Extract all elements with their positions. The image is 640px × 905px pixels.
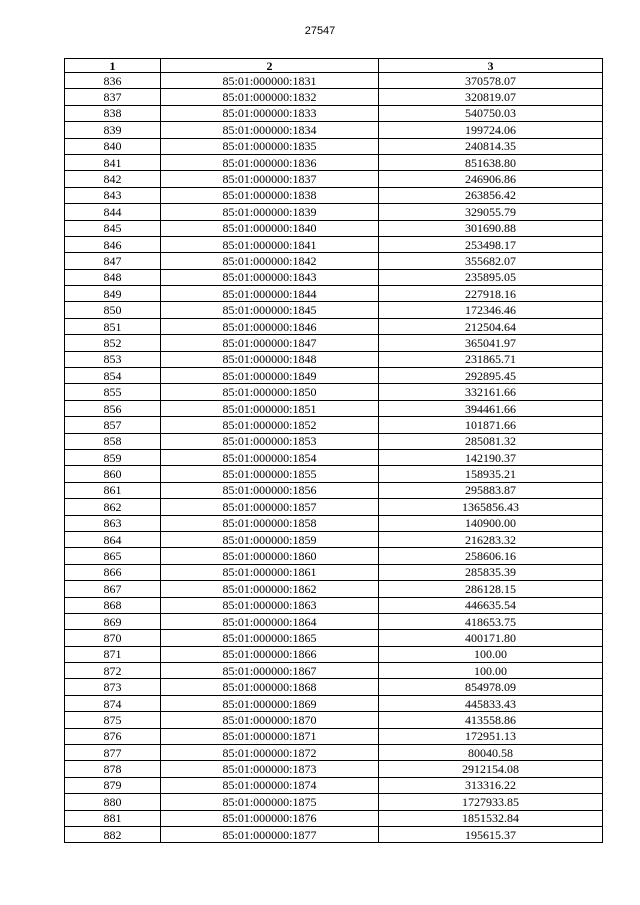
table-row (65, 89, 603, 105)
value-cell: 540750.03 (379, 105, 603, 121)
row-number-cell: 868 (65, 597, 161, 613)
table-row (65, 663, 603, 679)
cadastral-number-cell: 85:01:000000:1861 (161, 564, 379, 580)
column-header-2: 2 (161, 59, 379, 73)
table-row (65, 318, 603, 334)
table-row (65, 449, 603, 465)
value-cell: 258606.16 (379, 548, 603, 564)
table-row (65, 712, 603, 728)
cadastral-number-cell: 85:01:000000:1837 (161, 171, 379, 187)
row-number-cell: 848 (65, 269, 161, 285)
table-row (65, 138, 603, 154)
row-number-cell: 882 (65, 826, 161, 842)
cadastral-number-cell: 85:01:000000:1844 (161, 286, 379, 302)
row-number-cell: 870 (65, 630, 161, 646)
value-cell: 332161.66 (379, 384, 603, 400)
value-cell: 1365856.43 (379, 499, 603, 515)
row-number-cell: 851 (65, 318, 161, 334)
cadastral-number-cell: 85:01:000000:1833 (161, 105, 379, 121)
row-number-cell: 837 (65, 89, 161, 105)
table-row (65, 679, 603, 695)
value-cell: 140900.00 (379, 515, 603, 531)
value-cell: 246906.86 (379, 171, 603, 187)
cadastral-number-cell: 85:01:000000:1845 (161, 302, 379, 318)
cadastral-number-cell: 85:01:000000:1839 (161, 204, 379, 220)
row-number-cell: 857 (65, 417, 161, 433)
table-row (65, 269, 603, 285)
row-number-cell: 838 (65, 105, 161, 121)
row-number-cell: 873 (65, 679, 161, 695)
table-row (65, 646, 603, 662)
cadastral-number-cell: 85:01:000000:1842 (161, 253, 379, 269)
table-row (65, 286, 603, 302)
value-cell: 286128.15 (379, 581, 603, 597)
row-number-cell: 841 (65, 154, 161, 170)
cadastral-number-cell: 85:01:000000:1831 (161, 73, 379, 89)
value-cell: 1851532.84 (379, 810, 603, 826)
table-row (65, 351, 603, 367)
table-row (65, 400, 603, 416)
cadastral-number-cell: 85:01:000000:1841 (161, 236, 379, 252)
table-row (65, 531, 603, 547)
value-cell: 301690.88 (379, 220, 603, 236)
value-cell: 172951.13 (379, 728, 603, 744)
row-number-cell: 856 (65, 400, 161, 416)
page-number: 27547 (304, 25, 336, 37)
cadastral-number-cell: 85:01:000000:1862 (161, 581, 379, 597)
cadastral-number-cell: 85:01:000000:1836 (161, 154, 379, 170)
value-cell: 329055.79 (379, 204, 603, 220)
value-cell: 365041.97 (379, 335, 603, 351)
row-number-cell: 840 (65, 138, 161, 154)
row-number-cell: 863 (65, 515, 161, 531)
table-row (65, 384, 603, 400)
table-row (65, 466, 603, 482)
value-cell: 418653.75 (379, 613, 603, 629)
row-number-cell: 860 (65, 466, 161, 482)
table-row (65, 433, 603, 449)
value-cell: 285081.32 (379, 433, 603, 449)
cadastral-number-cell: 85:01:000000:1858 (161, 515, 379, 531)
cadastral-number-cell: 85:01:000000:1876 (161, 810, 379, 826)
cadastral-number-cell: 85:01:000000:1853 (161, 433, 379, 449)
value-cell: 285835.39 (379, 564, 603, 580)
table-row (65, 368, 603, 384)
cadastral-number-cell: 85:01:000000:1874 (161, 777, 379, 793)
value-cell: 854978.09 (379, 679, 603, 695)
cadastral-number-cell: 85:01:000000:1859 (161, 531, 379, 547)
row-number-cell: 864 (65, 531, 161, 547)
value-cell: 292895.45 (379, 368, 603, 384)
table-row (65, 105, 603, 121)
value-cell: 253498.17 (379, 236, 603, 252)
value-cell: 142190.37 (379, 449, 603, 465)
table-row (65, 515, 603, 531)
cadastral-number-cell: 85:01:000000:1850 (161, 384, 379, 400)
row-number-cell: 852 (65, 335, 161, 351)
table-row (65, 777, 603, 793)
value-cell: 446635.54 (379, 597, 603, 613)
table-row (65, 73, 603, 89)
cadastral-number-cell: 85:01:000000:1877 (161, 826, 379, 842)
table-row (65, 499, 603, 515)
value-cell: 1727933.85 (379, 794, 603, 810)
table-row (65, 171, 603, 187)
cadastral-number-cell: 85:01:000000:1867 (161, 663, 379, 679)
cadastral-number-cell: 85:01:000000:1856 (161, 482, 379, 498)
cadastral-number-cell: 85:01:000000:1852 (161, 417, 379, 433)
cadastral-number-cell: 85:01:000000:1857 (161, 499, 379, 515)
row-number-cell: 876 (65, 728, 161, 744)
cadastral-number-cell: 85:01:000000:1847 (161, 335, 379, 351)
row-number-cell: 858 (65, 433, 161, 449)
row-number-cell: 874 (65, 695, 161, 711)
row-number-cell: 880 (65, 794, 161, 810)
table-row (65, 482, 603, 498)
value-cell: 320819.07 (379, 89, 603, 105)
cadastral-number-cell: 85:01:000000:1838 (161, 187, 379, 203)
value-cell: 227918.16 (379, 286, 603, 302)
cadastral-number-cell: 85:01:000000:1871 (161, 728, 379, 744)
table-row (65, 335, 603, 351)
row-number-cell: 867 (65, 581, 161, 597)
cadastral-number-cell: 85:01:000000:1866 (161, 646, 379, 662)
table-row (65, 204, 603, 220)
value-cell: 100.00 (379, 646, 603, 662)
table-row (65, 695, 603, 711)
cadastral-number-cell: 85:01:000000:1865 (161, 630, 379, 646)
row-number-cell: 850 (65, 302, 161, 318)
value-cell: 80040.58 (379, 745, 603, 761)
value-cell: 195615.37 (379, 826, 603, 842)
register-table (64, 58, 603, 843)
cadastral-number-cell: 85:01:000000:1870 (161, 712, 379, 728)
row-number-cell: 853 (65, 351, 161, 367)
cadastral-number-cell: 85:01:000000:1835 (161, 138, 379, 154)
table-row (65, 302, 603, 318)
row-number-cell: 849 (65, 286, 161, 302)
header-row (65, 59, 603, 73)
table-row (65, 613, 603, 629)
table-row (65, 810, 603, 826)
cadastral-number-cell: 85:01:000000:1851 (161, 400, 379, 416)
cadastral-number-cell: 85:01:000000:1846 (161, 318, 379, 334)
table-row (65, 253, 603, 269)
row-number-cell: 839 (65, 122, 161, 138)
table-row (65, 187, 603, 203)
cadastral-number-cell: 85:01:000000:1840 (161, 220, 379, 236)
cadastral-number-cell: 85:01:000000:1868 (161, 679, 379, 695)
cadastral-number-cell: 85:01:000000:1849 (161, 368, 379, 384)
table-row (65, 548, 603, 564)
value-cell: 355682.07 (379, 253, 603, 269)
value-cell: 394461.66 (379, 400, 603, 416)
table-row (65, 154, 603, 170)
value-cell: 216283.32 (379, 531, 603, 547)
value-cell: 313316.22 (379, 777, 603, 793)
column-header-1: 1 (65, 59, 161, 73)
value-cell: 370578.07 (379, 73, 603, 89)
table-header (65, 59, 603, 73)
row-number-cell: 854 (65, 368, 161, 384)
table-row (65, 597, 603, 613)
row-number-cell: 875 (65, 712, 161, 728)
row-number-cell: 862 (65, 499, 161, 515)
table-row (65, 417, 603, 433)
table-row (65, 236, 603, 252)
value-cell: 212504.64 (379, 318, 603, 334)
cadastral-number-cell: 85:01:000000:1864 (161, 613, 379, 629)
table-row (65, 745, 603, 761)
value-cell: 445833.43 (379, 695, 603, 711)
row-number-cell: 855 (65, 384, 161, 400)
value-cell: 101871.66 (379, 417, 603, 433)
table-row (65, 581, 603, 597)
row-number-cell: 861 (65, 482, 161, 498)
table-body (65, 73, 603, 843)
value-cell: 100.00 (379, 663, 603, 679)
value-cell: 851638.80 (379, 154, 603, 170)
row-number-cell: 866 (65, 564, 161, 580)
cadastral-number-cell: 85:01:000000:1834 (161, 122, 379, 138)
table-row (65, 761, 603, 777)
table-row (65, 220, 603, 236)
row-number-cell: 842 (65, 171, 161, 187)
cadastral-number-cell: 85:01:000000:1860 (161, 548, 379, 564)
table-row (65, 826, 603, 842)
row-number-cell: 844 (65, 204, 161, 220)
row-number-cell: 878 (65, 761, 161, 777)
row-number-cell: 872 (65, 663, 161, 679)
cadastral-number-cell: 85:01:000000:1843 (161, 269, 379, 285)
cadastral-number-cell: 85:01:000000:1873 (161, 761, 379, 777)
table-row (65, 794, 603, 810)
value-cell: 231865.71 (379, 351, 603, 367)
value-cell: 413558.86 (379, 712, 603, 728)
table-row (65, 122, 603, 138)
row-number-cell: 836 (65, 73, 161, 89)
row-number-cell: 859 (65, 449, 161, 465)
value-cell: 235895.05 (379, 269, 603, 285)
value-cell: 2912154.08 (379, 761, 603, 777)
cadastral-number-cell: 85:01:000000:1869 (161, 695, 379, 711)
cadastral-number-cell: 85:01:000000:1855 (161, 466, 379, 482)
value-cell: 240814.35 (379, 138, 603, 154)
value-cell: 199724.06 (379, 122, 603, 138)
table-row (65, 630, 603, 646)
row-number-cell: 871 (65, 646, 161, 662)
cadastral-number-cell: 85:01:000000:1854 (161, 449, 379, 465)
row-number-cell: 881 (65, 810, 161, 826)
value-cell: 295883.87 (379, 482, 603, 498)
cadastral-number-cell: 85:01:000000:1872 (161, 745, 379, 761)
value-cell: 158935.21 (379, 466, 603, 482)
cadastral-number-cell: 85:01:000000:1875 (161, 794, 379, 810)
row-number-cell: 879 (65, 777, 161, 793)
row-number-cell: 877 (65, 745, 161, 761)
row-number-cell: 869 (65, 613, 161, 629)
row-number-cell: 843 (65, 187, 161, 203)
cadastral-number-cell: 85:01:000000:1832 (161, 89, 379, 105)
row-number-cell: 845 (65, 220, 161, 236)
cadastral-number-cell: 85:01:000000:1848 (161, 351, 379, 367)
row-number-cell: 847 (65, 253, 161, 269)
value-cell: 400171.80 (379, 630, 603, 646)
cadastral-number-cell: 85:01:000000:1863 (161, 597, 379, 613)
value-cell: 263856.42 (379, 187, 603, 203)
table-row (65, 564, 603, 580)
row-number-cell: 846 (65, 236, 161, 252)
value-cell: 172346.46 (379, 302, 603, 318)
row-number-cell: 865 (65, 548, 161, 564)
column-header-3: 3 (379, 59, 603, 73)
table-row (65, 728, 603, 744)
